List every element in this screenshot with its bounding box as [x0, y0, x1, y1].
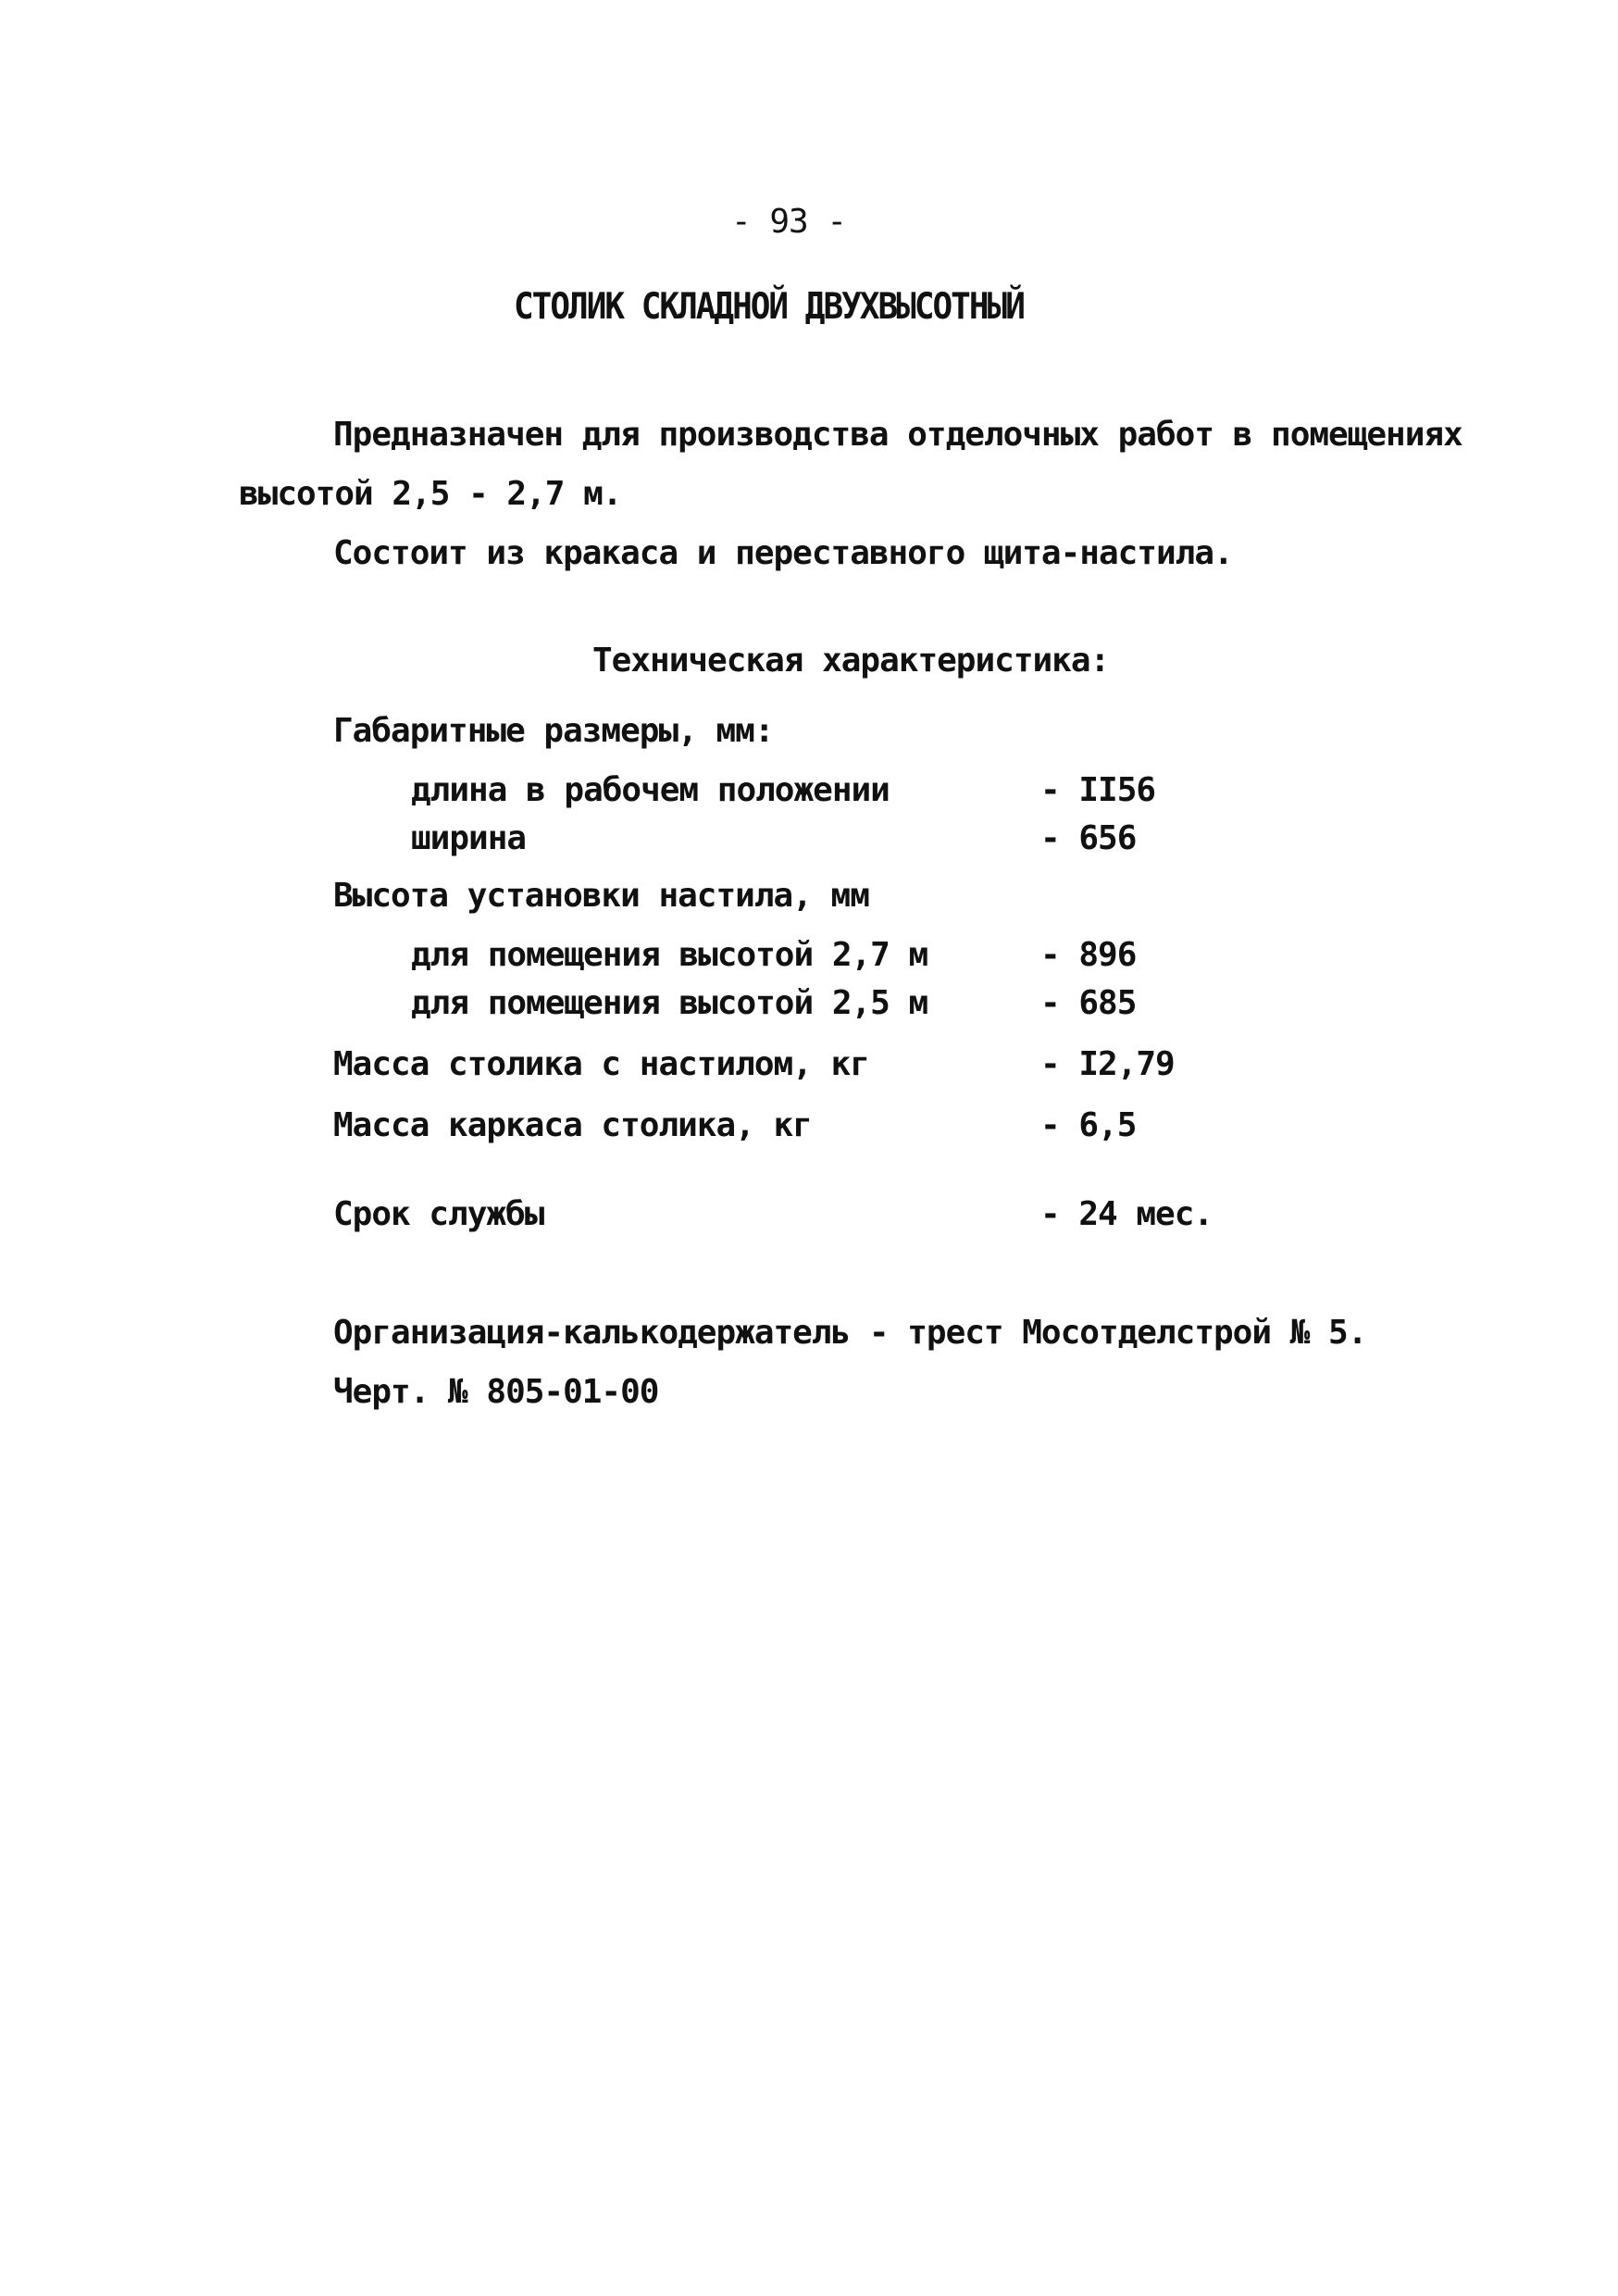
spec-label: длина в рабочем положении [411, 771, 890, 809]
spec-value: - I2,79 [1040, 1045, 1175, 1083]
page-number: - 93 - [731, 203, 847, 241]
spec-label: для помещения высотой 2,7 м [411, 936, 928, 974]
spec-row-dimensions [0, 711, 1618, 752]
spec-row-height [0, 876, 1618, 917]
spec-label: для помещения высотой 2,5 м [411, 984, 928, 1022]
intro-line-1: Предназначен для производства отделочных работ в помещениях [333, 416, 1462, 454]
spec-row-height-27 [0, 935, 1618, 976]
spec-row-mass-with [0, 1044, 1618, 1085]
organization-line: Организация-калькодержатель - трест Мосотделстрой № 5. [333, 1314, 1367, 1352]
tech-heading: Техническая характеристика: [592, 642, 1110, 680]
drawing-number: Черт. № 805-01-00 [333, 1373, 659, 1411]
spec-value: - 24 мес. [1040, 1195, 1214, 1233]
spec-value: - 656 [1040, 819, 1137, 857]
intro-line-3: Состоит из кракаса и переставного щита-настила. [333, 534, 1233, 572]
spec-row-height-25 [0, 983, 1618, 1024]
page-title: СТОЛИК СКЛАДНОЙ ДВУХВЫСОТНЫЙ [514, 285, 1024, 328]
spec-label: Масса каркаса столика, кг [333, 1106, 812, 1144]
spec-value: - 896 [1040, 936, 1137, 974]
spec-row-service [0, 1194, 1618, 1235]
spec-label: Масса столика с настилом, кг [333, 1045, 869, 1083]
spec-value: - 6,5 [1040, 1106, 1137, 1144]
spec-value: - 685 [1040, 984, 1137, 1022]
spec-label: ширина [411, 819, 527, 857]
spec-row-length [0, 770, 1618, 811]
spec-row-width [0, 818, 1618, 859]
intro-line-2: высотой 2,5 - 2,7 м. [239, 475, 622, 513]
spec-label: Габаритные размеры, мм: [333, 712, 774, 750]
spec-label: Срок службы [333, 1195, 544, 1233]
spec-value: - II56 [1040, 771, 1156, 809]
spec-row-mass-frame [0, 1105, 1618, 1146]
spec-label: Высота установки настила, мм [333, 877, 869, 915]
